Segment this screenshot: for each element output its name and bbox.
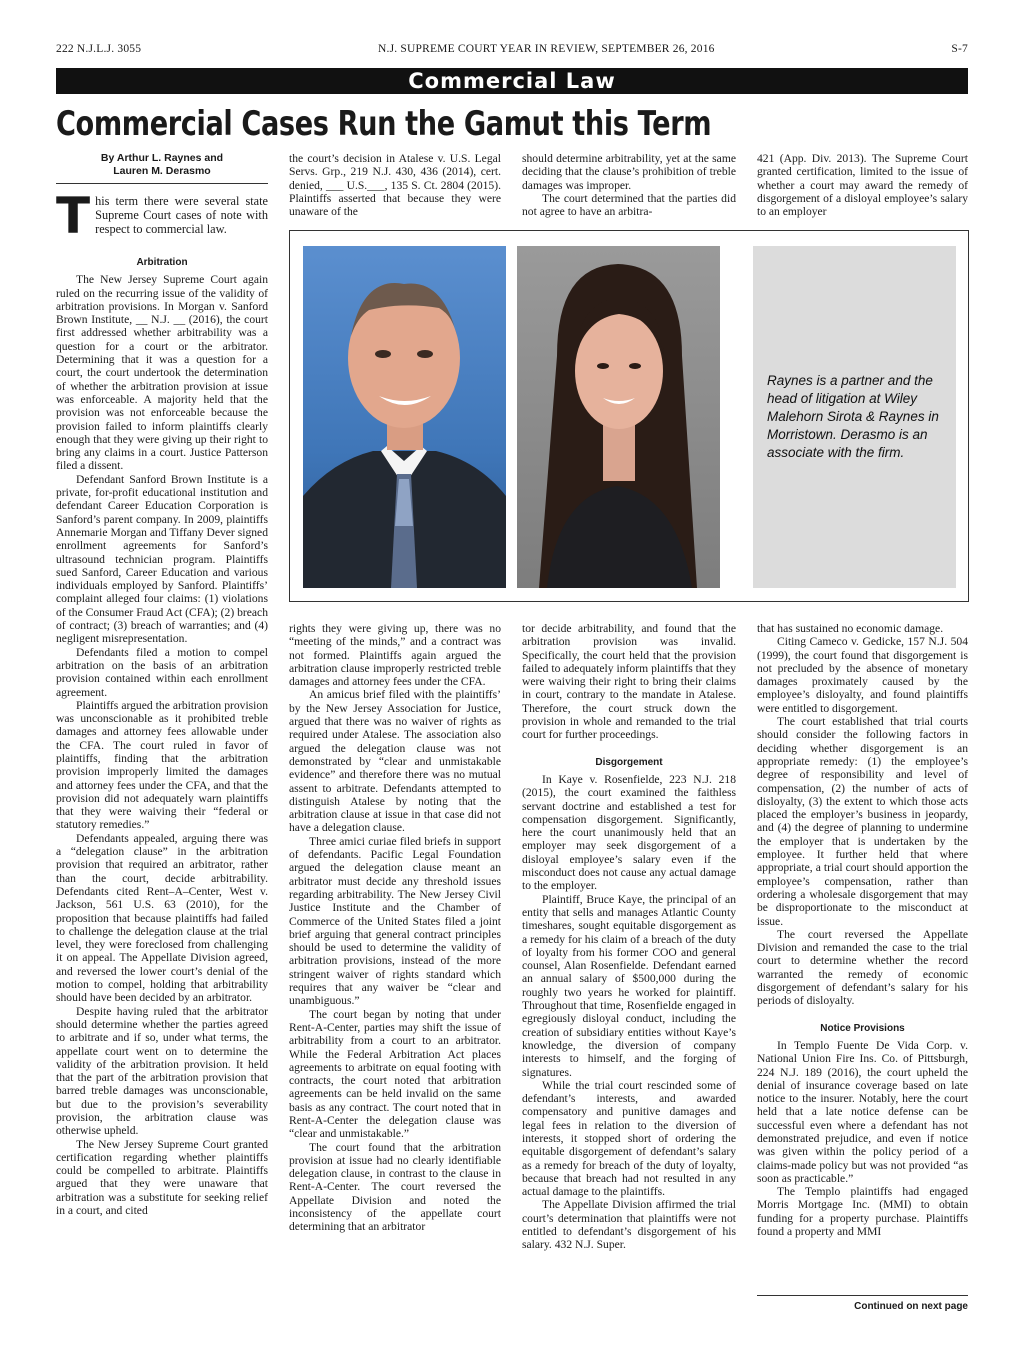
paragraph: Plaintiffs argued the arbitration provision was unconscionable as it prohibited treble damages and attorney fees allowable under the CFA. The court ruled in favor of plaintiffs, finding that the arbitration provision improperly limited the damages and attorney fees under the CFA, and that the provision did not adequately warn plaintiffs that they were waiving their “federal or statutory remedies.” <box>56 698 268 832</box>
paragraph: Defendant Sanford Brown Institute is a private, for-profit educational institution and defendant Career Education Corporation is Sanford’s parent company. In 2009, plaintiffs Annemarie Morgan and Tiffany Dever signed enrollment agreements for Sanford’s ultrasound technician program. Plaintiffs sued Sanford, Career Education and various individuals employed by Sanford. Plaintiffs’ complaint alleged four claims: (1) violations of the Consumer Fraud Act (CFA); (2) breach of contract; (3) breach of warranties; and (4) negligent misrepresentation. <box>56 472 268 646</box>
author-photo-raynes <box>303 246 506 588</box>
section-banner: Commercial Law <box>56 68 968 94</box>
photo-caption: Raynes is a partner and the head of litigation at Wiley Malehorn Sirota & Raynes in Morristown. Derasmo is an associate with the firm. <box>767 373 939 460</box>
folio-left: 222 N.J.L.J. 3055 <box>56 43 142 55</box>
paragraph: The court established that trial courts should consider the following factors in deciding whether disgorgement is an appropriate remedy: (1) the employee’s degree of responsibility and level of compensation, (2) the number of acts of disloyalty, (3) the extent to which those acts placed the employer’s business in jeopardy, and (4) the degree of planning to undermine the employer that is undertaken by the employee. It further held that where appropriate, a trial court should apportion the employee’s compensation, rather than ordering a wholesale disgorgement that may be disproportionate to the misconduct at issue. <box>757 715 968 928</box>
continued-notice: Continued on next page <box>757 1295 968 1312</box>
paragraph: Three amici curiae filed briefs in support of defendants. Pacific Legal Foundation argued the delegation clause meant an arbitrator must decide any threshold issues regarding arbitrability. The New Jersey Civil Justice Institute and the Chamber of Commerce of the United States filed a joint brief arguing that general contract principles should be used to determine the validity of arbitration provisions, instead of the more stringent waiver of rights standard which requires that any waiver be “clear and unambiguous.” <box>289 834 501 1008</box>
subhead-arbitration: Arbitration <box>136 257 188 268</box>
paragraph: The court found that the arbitration provision at issue had no clearly identifiable delegation clause, in contrast to the clause in Rent-A-Center. The court reversed the Appellate Division and noted the inconsistency of the appellate court determining that an arbitrator <box>289 1140 501 1234</box>
column-3-top <box>522 152 736 218</box>
paragraph: that has sustained no economic damage. <box>757 622 944 635</box>
paragraph: rights they were giving up, there was no “meeting of the minds,” and a contract was not formed. Plaintiffs again argued the arbitration clause improperly restricted treble damages and attorney fees under the CFA. <box>289 622 501 689</box>
folio-right: S-7 <box>951 43 968 55</box>
paragraph: While the trial court rescinded some of defendant’s interests, and awarded compensatory and punitive damages and legal fees in relation to the diversion of interests, it stopped short of ordering the equitable disgorgement of defendant’s salary as a remedy for breach of the duty of loyalty, because that breach had not resulted in any actual damage to the plaintiffs. <box>522 1078 736 1199</box>
column-2-top <box>289 152 501 218</box>
paragraph: Citing Cameco v. Gedicke, 157 N.J. 504 (1999), the court found that disgorgement is not precluded by the absence of monetary damages proximately caused by the employee’s disloyalty, and found plaintiffs were entitled to disgorgement. <box>757 635 968 715</box>
photo-caption-panel <box>753 246 956 588</box>
paragraph: should determine arbitrability, yet at the same deciding that the clause’s prohibition of treble damages was improper. <box>522 152 736 192</box>
intro-paragraph: This term there were several state Supreme Court cases of note with respect to commercial law. <box>56 187 268 245</box>
subhead-disgorgement: Disgorgement <box>595 756 663 768</box>
column-4-top <box>757 152 968 218</box>
paragraph: An amicus brief filed with the plaintiffs’ by the New Jersey Association for Justice, argued that there was no waiver of rights as required under Atalese. The association also argued the delegation clause was not demonstrated by “clear and unmistakable evidence” and therefore there was no mutual assent to arbitrate. Defendants attempted to distinguish Atalese by noting that the arbitration clause at issue in that case did not have a delegation clause. <box>289 688 501 835</box>
paragraph: In Kaye v. Rosenfielde, 223 N.J. 218 (2015), the court examined the faithless servant doctrine and established a test for compensation disgorgement. Significantly, here the court unanimously held that an employer may seek disgorgement of a disloyal employee’s salary even if the misconduct does not cause any actual damage to the employer. <box>522 772 736 893</box>
column-1 <box>56 152 268 1217</box>
byline: By Arthur L. Raynes and Lauren M. Derasmo <box>56 152 268 184</box>
paragraph: 421 (App. Div. 2013). The Supreme Court granted certification, limited to the issue of whether a court may award the remedy of disgorgement of a disloyal employee’s salary to an employer <box>757 152 968 219</box>
paragraph: In Templo Fuente De Vida Corp. v. National Union Fire Ins. Co. of Pittsburgh, 224 N.J. 189 (2016), the court upheld the denial of insurance coverage based on late notice to the insurer. Notably, here the court held that a late notice defense can be successful even where a defendant has not demonstrated prejudice, and even if notice was given within the policy period of a claims-made policy but was not provided “as soon as practicable.” <box>757 1038 968 1185</box>
paragraph: The Templo plaintiffs had engaged Morris Mortgage Inc. (MMI) to obtain funding for a property purchase. Plaintiffs found a property and MMI <box>757 1185 968 1239</box>
paragraph: the court’s decision in Atalese v. U.S. Legal Servs. Grp., 219 N.J. 430, 436 (2014), cert. denied, ___ U.S.___, 135 S. Ct. 2804 (2015). Plaintiffs asserted that because they were unaware of the <box>289 152 501 219</box>
paragraph: Despite having ruled that the arbitrator should determine whether the parties agreed to arbitrate and if so, under what terms, the appellate court went on to determine the validity of the arbitration provision. It held that the part of the arbitration provision that barred treble damages was unconscionable, but due to the provision’s severability provision, the arbitration clause was otherwise upheld. <box>56 1004 268 1138</box>
subhead-notice-provisions: Notice Provisions <box>820 1022 905 1034</box>
paragraph: Defendants appealed, arguing there was a “delegation clause” in the arbitration provision that required an arbitrator, rather than the court, decide arbitrability. Defendants cited Rent–A–Center, West v. Jackson, 561 U.S. 63 (2010), for the proposition that because plaintiffs had failed to challenge the delegation clause at the trial level, they were foreclosed from challenging it on appeal. The Appellate Division agreed, and reversed the lower court’s denial of the motion to compel, holding that arbitrability should have been decided by an arbitrator. <box>56 831 268 1005</box>
column-3 <box>522 622 736 1252</box>
column-4 <box>757 622 968 1238</box>
paragraph: Defendants filed a motion to compel arbitration on the basis of an arbitration provision contained within each enrollment agreement. <box>56 645 268 699</box>
paragraph: The New Jersey Supreme Court again ruled on the recurring issue of the validity of arbitration provisions. In Morgan v. Sanford Brown Institute, __ N.J. __ (2016), the court first addressed whether arbitrability was a question for a court or the arbitrator. Determining that it was a question for a court, the court undertook the determination of whether the arbitration provision at issue was enforceable. A majority held that the provision was not enforceable because the provision failed to inform plaintiffs clearly enough that they were giving up their right to bring any claims in a court. Justice Patterson filed a dissent. <box>56 273 268 473</box>
column-2 <box>289 622 501 1234</box>
paragraph: Plaintiff, Bruce Kaye, the principal of an entity that sells and manages Atlantic County timeshares, sought equitable disgorgement as a remedy for his claim of a breach of the duty of loyalty from his former COO and general counsel, Alan Rosenfielde. Defendant earned an annual salary of $500,000 during the roughly two years he worked for plaintiff. Throughout that time, Rosenfielde engaged in egregiously disloyal conduct, including the creation of subsidiary entities without Kaye’s knowledge, the diversion of company interests to himself, and the forging of signatures. <box>522 892 736 1079</box>
paragraph: The Appellate Division affirmed the trial court’s determination that plaintiffs were not entitled to defendant’s disgorgement of his salary. 432 N.J. Super. <box>522 1198 736 1252</box>
author-photos <box>289 230 969 602</box>
author-photo-derasmo <box>517 246 720 588</box>
paragraph: tor decide arbitrability, and found that the arbitration provision was invalid. Specifically, the court held that the provision failed to adequately inform plaintiffs that they were waiving their right to bring their claims in court, contrary to the mandate in Atalese. Therefore, the court struck down the provision in whole and remanded to the trial court for further proceedings. <box>522 622 736 742</box>
paragraph: The court reversed the Appellate Division and remanded the case to the trial court to determine whether the record warranted the remedy of economic disgorgement of defendant’s salary for his periods of disloyalty. <box>757 927 968 1008</box>
paragraph: The court began by noting that under Rent-A-Center, parties may shift the issue of arbitrability from a court to an arbitrator. While the Federal Arbitration Act places agreements to arbitrate on equal footing with contracts, the court noted that arbitration agreements can be held invalid on the same basis as any contract. The court noted that in Rent-A-Center the delegation clause was “clear and unmistakable.” <box>289 1007 501 1141</box>
folio-center: N.J. SUPREME COURT YEAR IN REVIEW, SEPTEMBER 26, 2016 <box>377 43 715 55</box>
paragraph: The New Jersey Supreme Court granted certification regarding whether plaintiffs could be compelled to arbitrate. Plaintiffs argued that they were unaware that arbitration was a substitute for seeking relief in a court, and cited <box>56 1137 268 1218</box>
page-folio <box>56 43 968 59</box>
drop-cap: T <box>56 187 91 245</box>
paragraph: The court determined that the parties did not agree to have an arbitra- <box>522 191 736 219</box>
article-headline: Commercial Cases Run the Gamut this Term <box>56 104 712 144</box>
